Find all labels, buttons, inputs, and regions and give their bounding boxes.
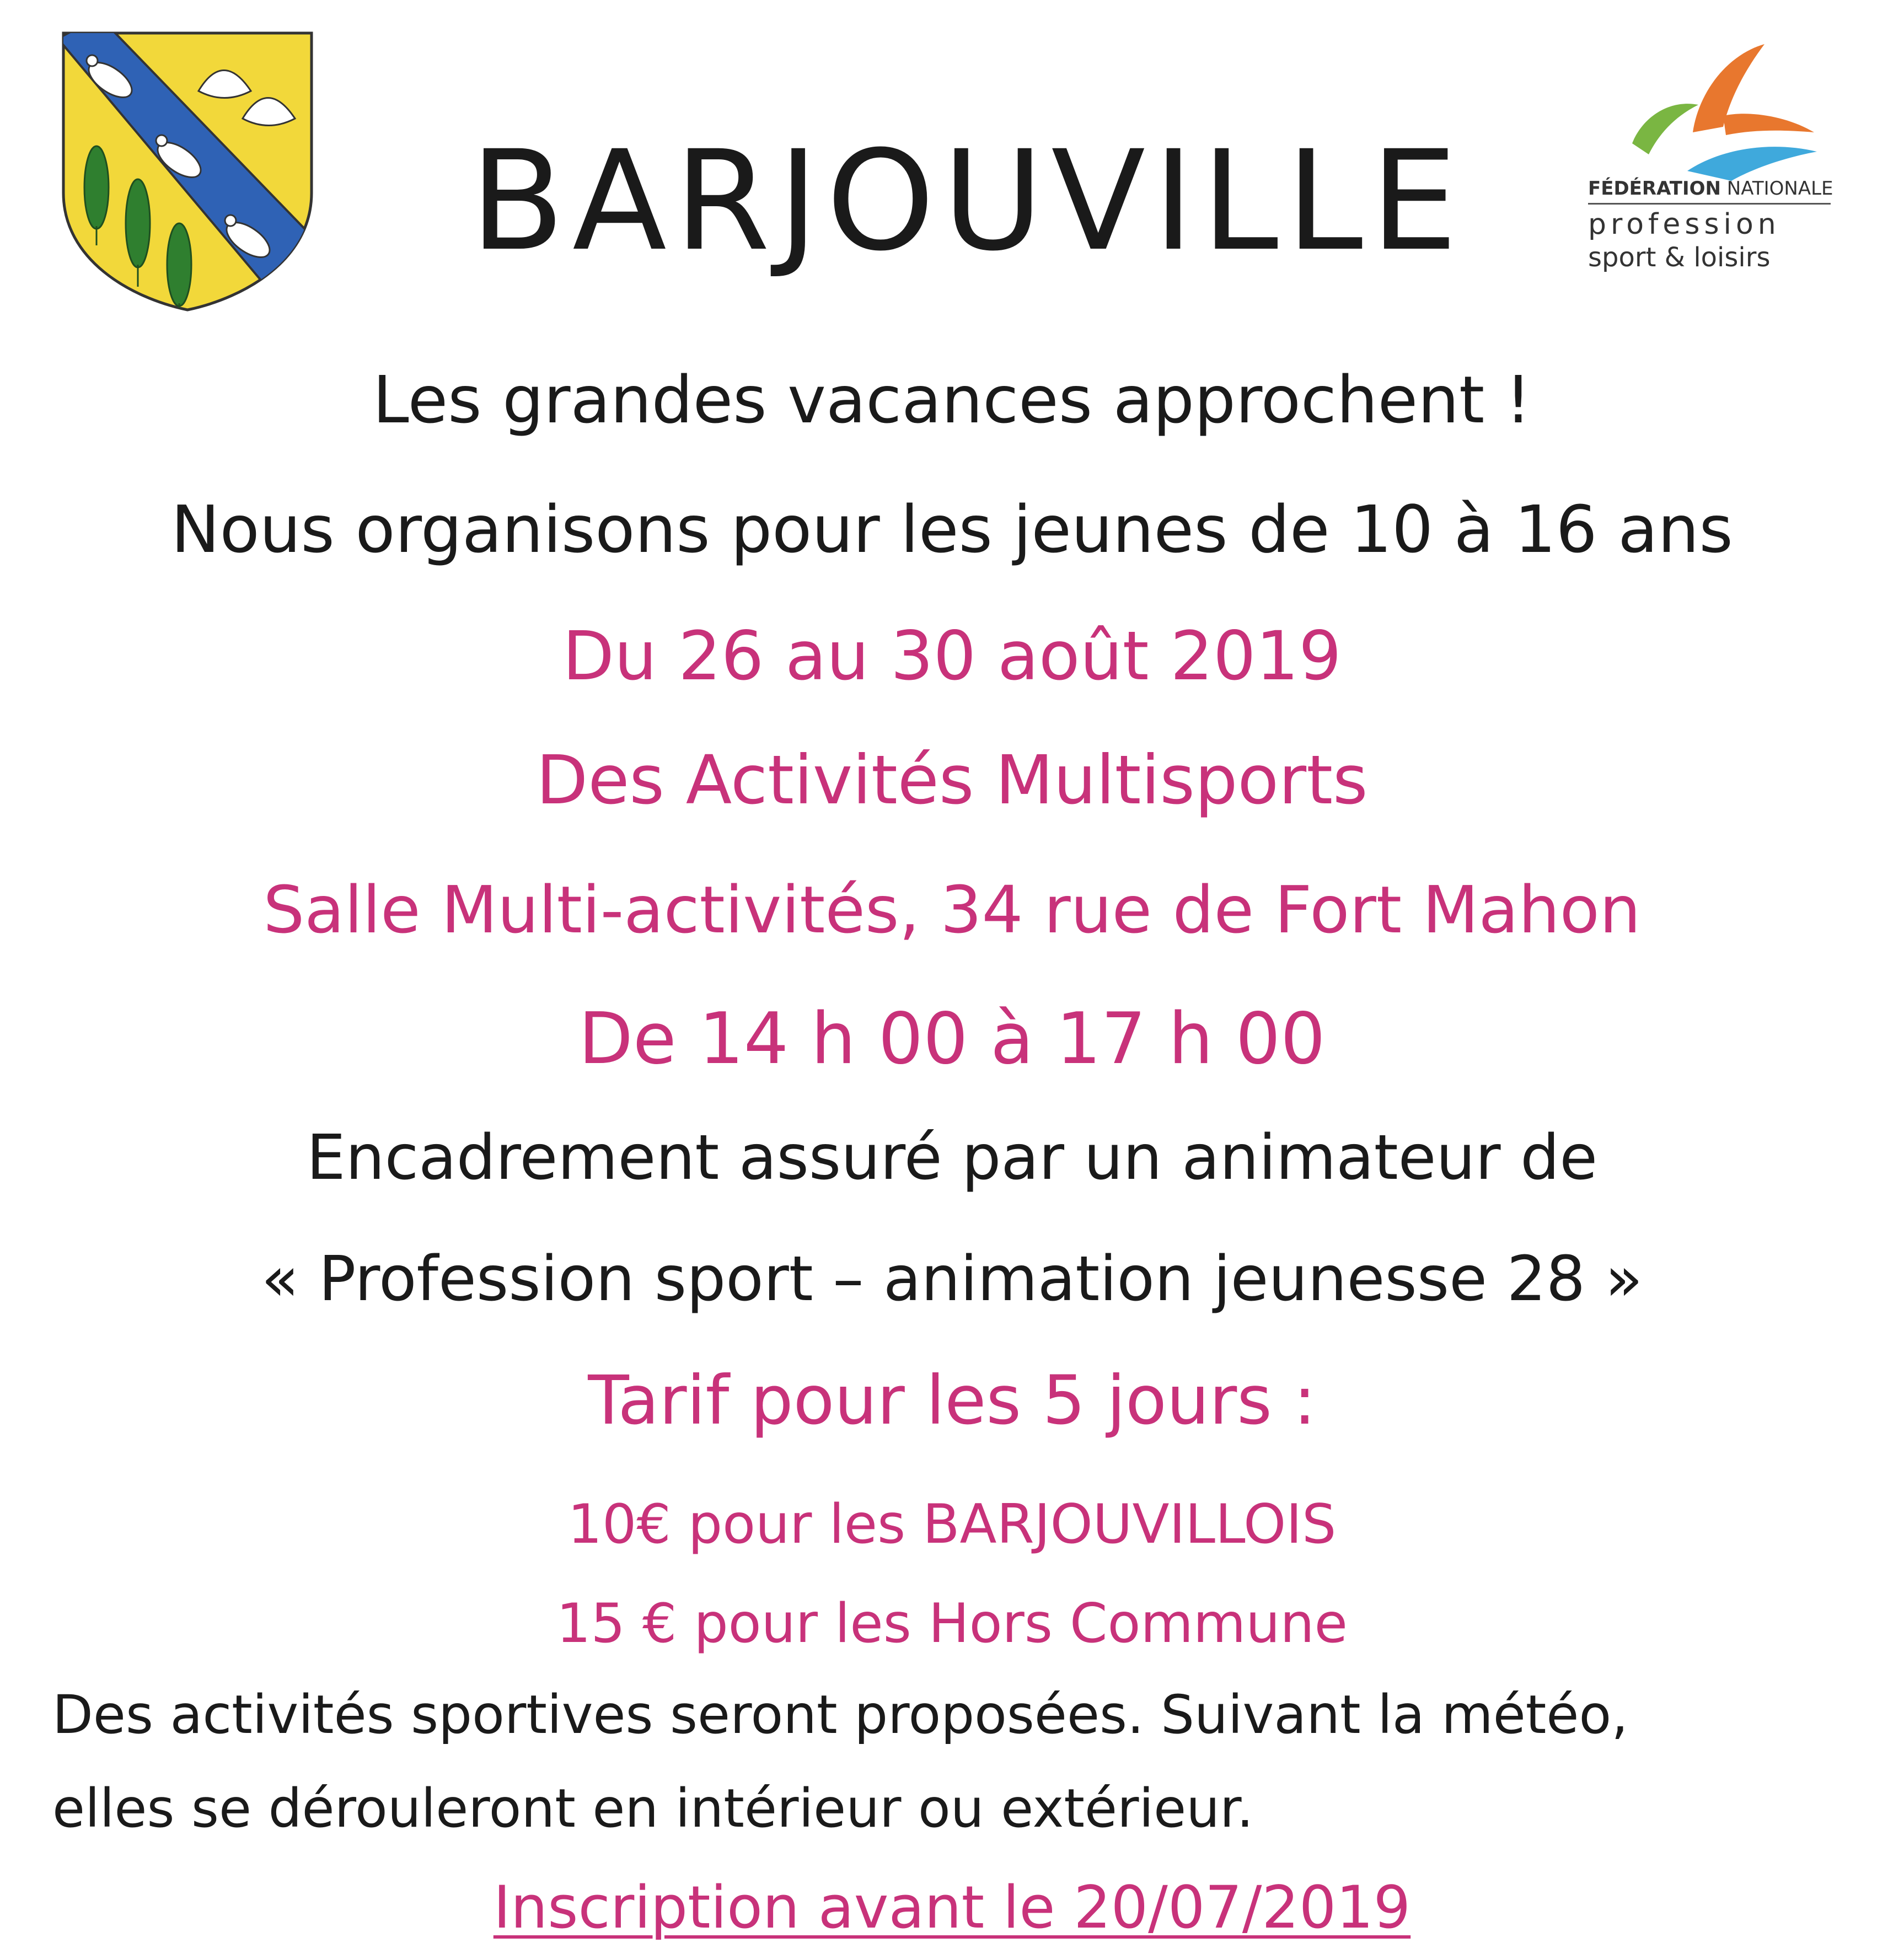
event-dates: Du 26 au 30 août 2019 xyxy=(562,617,1342,695)
barjouville-crest-logo xyxy=(58,28,317,314)
notes-line-2: elles se dérouleront en intérieur ou extérieur. xyxy=(52,1778,1254,1839)
federation-line1: FÉDÉRATION NATIONALE xyxy=(1588,178,1831,205)
registration-deadline xyxy=(0,1866,1904,1949)
supervision-line-1: Encadrement assuré par un animateur de xyxy=(306,1122,1598,1194)
event-activity: Des Activités Multisports xyxy=(536,741,1368,819)
intro-line-1: Les grandes vacances approchent ! xyxy=(372,362,1532,438)
federation-wordmark xyxy=(1588,178,1831,273)
registration-deadline-text: Inscription avant le 20/07/2019 xyxy=(493,1874,1411,1941)
intro-line-2: Nous organisons pour les jeunes de 10 à 16 ans xyxy=(171,491,1733,567)
notes-line-1: Des activités sportives seront proposées. Suivant la météo, xyxy=(52,1684,1628,1746)
price-non-resident: 15 € pour les Hors Commune xyxy=(556,1592,1348,1655)
federation-logo xyxy=(1583,33,1836,287)
pricing-heading: Tarif pour les 5 jours : xyxy=(588,1361,1316,1440)
federation-line3: sport & loisirs xyxy=(1588,242,1771,273)
price-resident: 10€ pour les BARJOUVILLOIS xyxy=(567,1493,1337,1556)
page-title: BARJOUVILLE xyxy=(470,121,1466,281)
federation-swoosh-icon xyxy=(1627,33,1825,182)
supervision-line-2: « Profession sport – animation jeunesse 28 » xyxy=(261,1243,1643,1315)
event-hours: De 14 h 00 à 17 h 00 xyxy=(578,998,1326,1080)
crest-shield-icon xyxy=(58,28,317,314)
federation-line2: profession xyxy=(1588,208,1780,241)
event-location: Salle Multi-activités, 34 rue de Fort Mahon xyxy=(263,872,1641,948)
